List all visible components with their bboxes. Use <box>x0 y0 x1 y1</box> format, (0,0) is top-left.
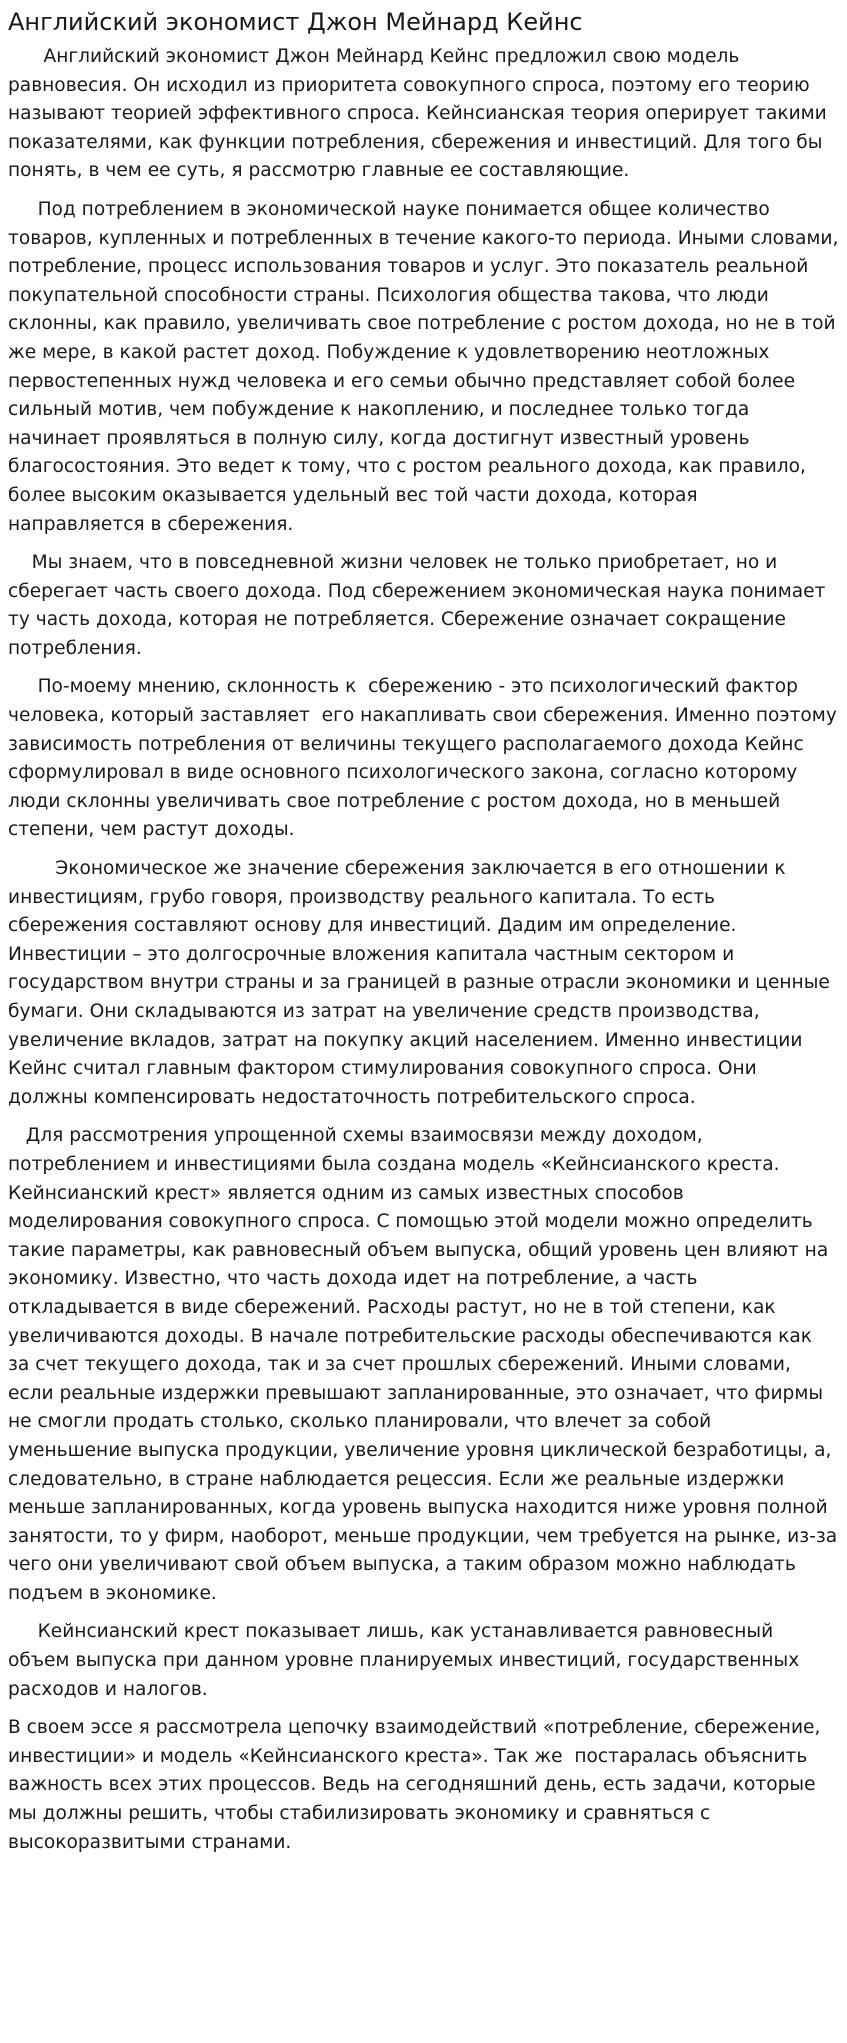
paragraph-conclusion: В своем эссе я рассмотрела цепочку взаимодействий «потребление, сбережение, инвестиции» и модель «Кейнсианского креста». Так же постаралась объяснить важность всех этих процессов. Ведь на сегодняшний день, есть задачи, которые мы должны решить, чтобы стабилизировать экономику и сравняться с высокоразвитыми странами. <box>8 1717 827 1853</box>
paragraph-keynesian-cross: Для рассмотрения упрощенной схемы взаимосвязи между доходом, потреблением и инвестициями была создана модель «Кейнсианского креста. Кейнсианский крест» является одним из самых известных способов моделирования совокупного спроса. С помощью этой модели можно определить такие параметры, как равновесный объем выпуска, общий уровень цен влияют на экономику. Известно, что часть дохода идет на потребление, а часть откладывается в виде сбережений. Расходы растут, но не в той степени, как увеличиваются доходы. В начале потребительские расходы обеспечиваются как за счет текущего дохода, так и за счет прошлых сбережений. Иными словами, если реальные издержки превышают запланированные, это означает, что фирмы не смогли продать столько, сколько планировали, что влечет за собой уменьшение выпуска продукции, увеличение уровня циклической безработицы, а, следовательно, в стране наблюдается рецессия. Если же реальные издержки меньше запланированных, когда уровень выпуска находится ниже уровня полной занятости, то у фирм, наоборот, меньше продукции, чем требуется на рынке, из-за чего они увеличивают свой объем выпуска, а таким образом можно наблюдать подъем в экономике. <box>8 1125 844 1604</box>
paragraph-investment: Экономическое же значение сбережения заключается в его отношении к инвестициям, грубо говоря, производству реального капитала. То есть сбережения составляют основу для инвестиций. Дадим им определение. Инвестиции – это долгосрочные вложения капитала частным сектором и государством внутри страны и за границей в разные отрасли экономики и ценные бумаги. Они складываются из затрат на увеличение средств производства, увеличение вкладов, затрат на покупку акций населением. Именно инвестиции Кейнс считал главным фактором стимулирования совокупного спроса. Они должны компенсировать недостаточность потребительского спроса. <box>8 858 836 1108</box>
paragraph-propensity: По-моему мнению, склонность к сбережению - это психологический фактор человека, который заставляет его накапливать свои сбережения. Именно поэтому зависимость потребления от величины текущего располагаемого дохода Кейнс сформулировал в виде основного психологического закона, согласно которому люди склонны увеличивать свое потребление с ростом дохода, но в меньшей степени, чем растут доходы. <box>8 676 843 841</box>
paragraph-cross-summary: Кейнсианский крест показывает лишь, как устанавливается равновесный объем выпуска при данном уровне планируемых инвестиций, государственных расходов и налогов. <box>8 1621 806 1700</box>
paragraph-consumption: Под потреблением в экономической науке понимается общее количество товаров, купленных и потребленных в течение какого-то периода. Иными словами, потребление, процесс использования товаров и услуг. Это показатель реальной покупательной способности страны. Психология общества такова, что люди склонны, как правило, увеличивать свое потребление с ростом дохода, но не в той же мере, в какой растет доход. Побуждение к удовлетворению неотложных первостепенных нужд человека и его семьи обычно представляет собой более сильный мотив, чем побуждение к накоплению, и последнее только тогда начинает проявляться в полную силу, когда достигнут известный уровень благосостояния. Это ведет к тому, что с ростом реального дохода, как правило, более высоким оказывается удельный вес той части дохода, которая направляется в сбережения. <box>8 198 845 535</box>
paragraph-saving: Мы знаем, что в повседневной жизни человек не только приобретает, но и сберегает часть своего дохода. Под сбережением экономическая наука понимает ту часть дохода, которая не потребляется. Сбережение означает сокращение потребления. <box>8 552 832 659</box>
paragraph-intro: Английский экономист Джон Мейнард Кейнс предложил свою модель равновесия. Он исходил из приоритета совокупного спроса, поэтому его теорию называют теорией эффективного спроса. Кейнсианская теория оперирует такими показателями, как функции потребления, сбережения и инвестиций. Для того бы понять, в чем ее суть, я рассмотрю главные ее составляющие. <box>8 46 833 182</box>
document-title: Английский экономист Джон Мейнард Кейнс <box>8 8 583 36</box>
